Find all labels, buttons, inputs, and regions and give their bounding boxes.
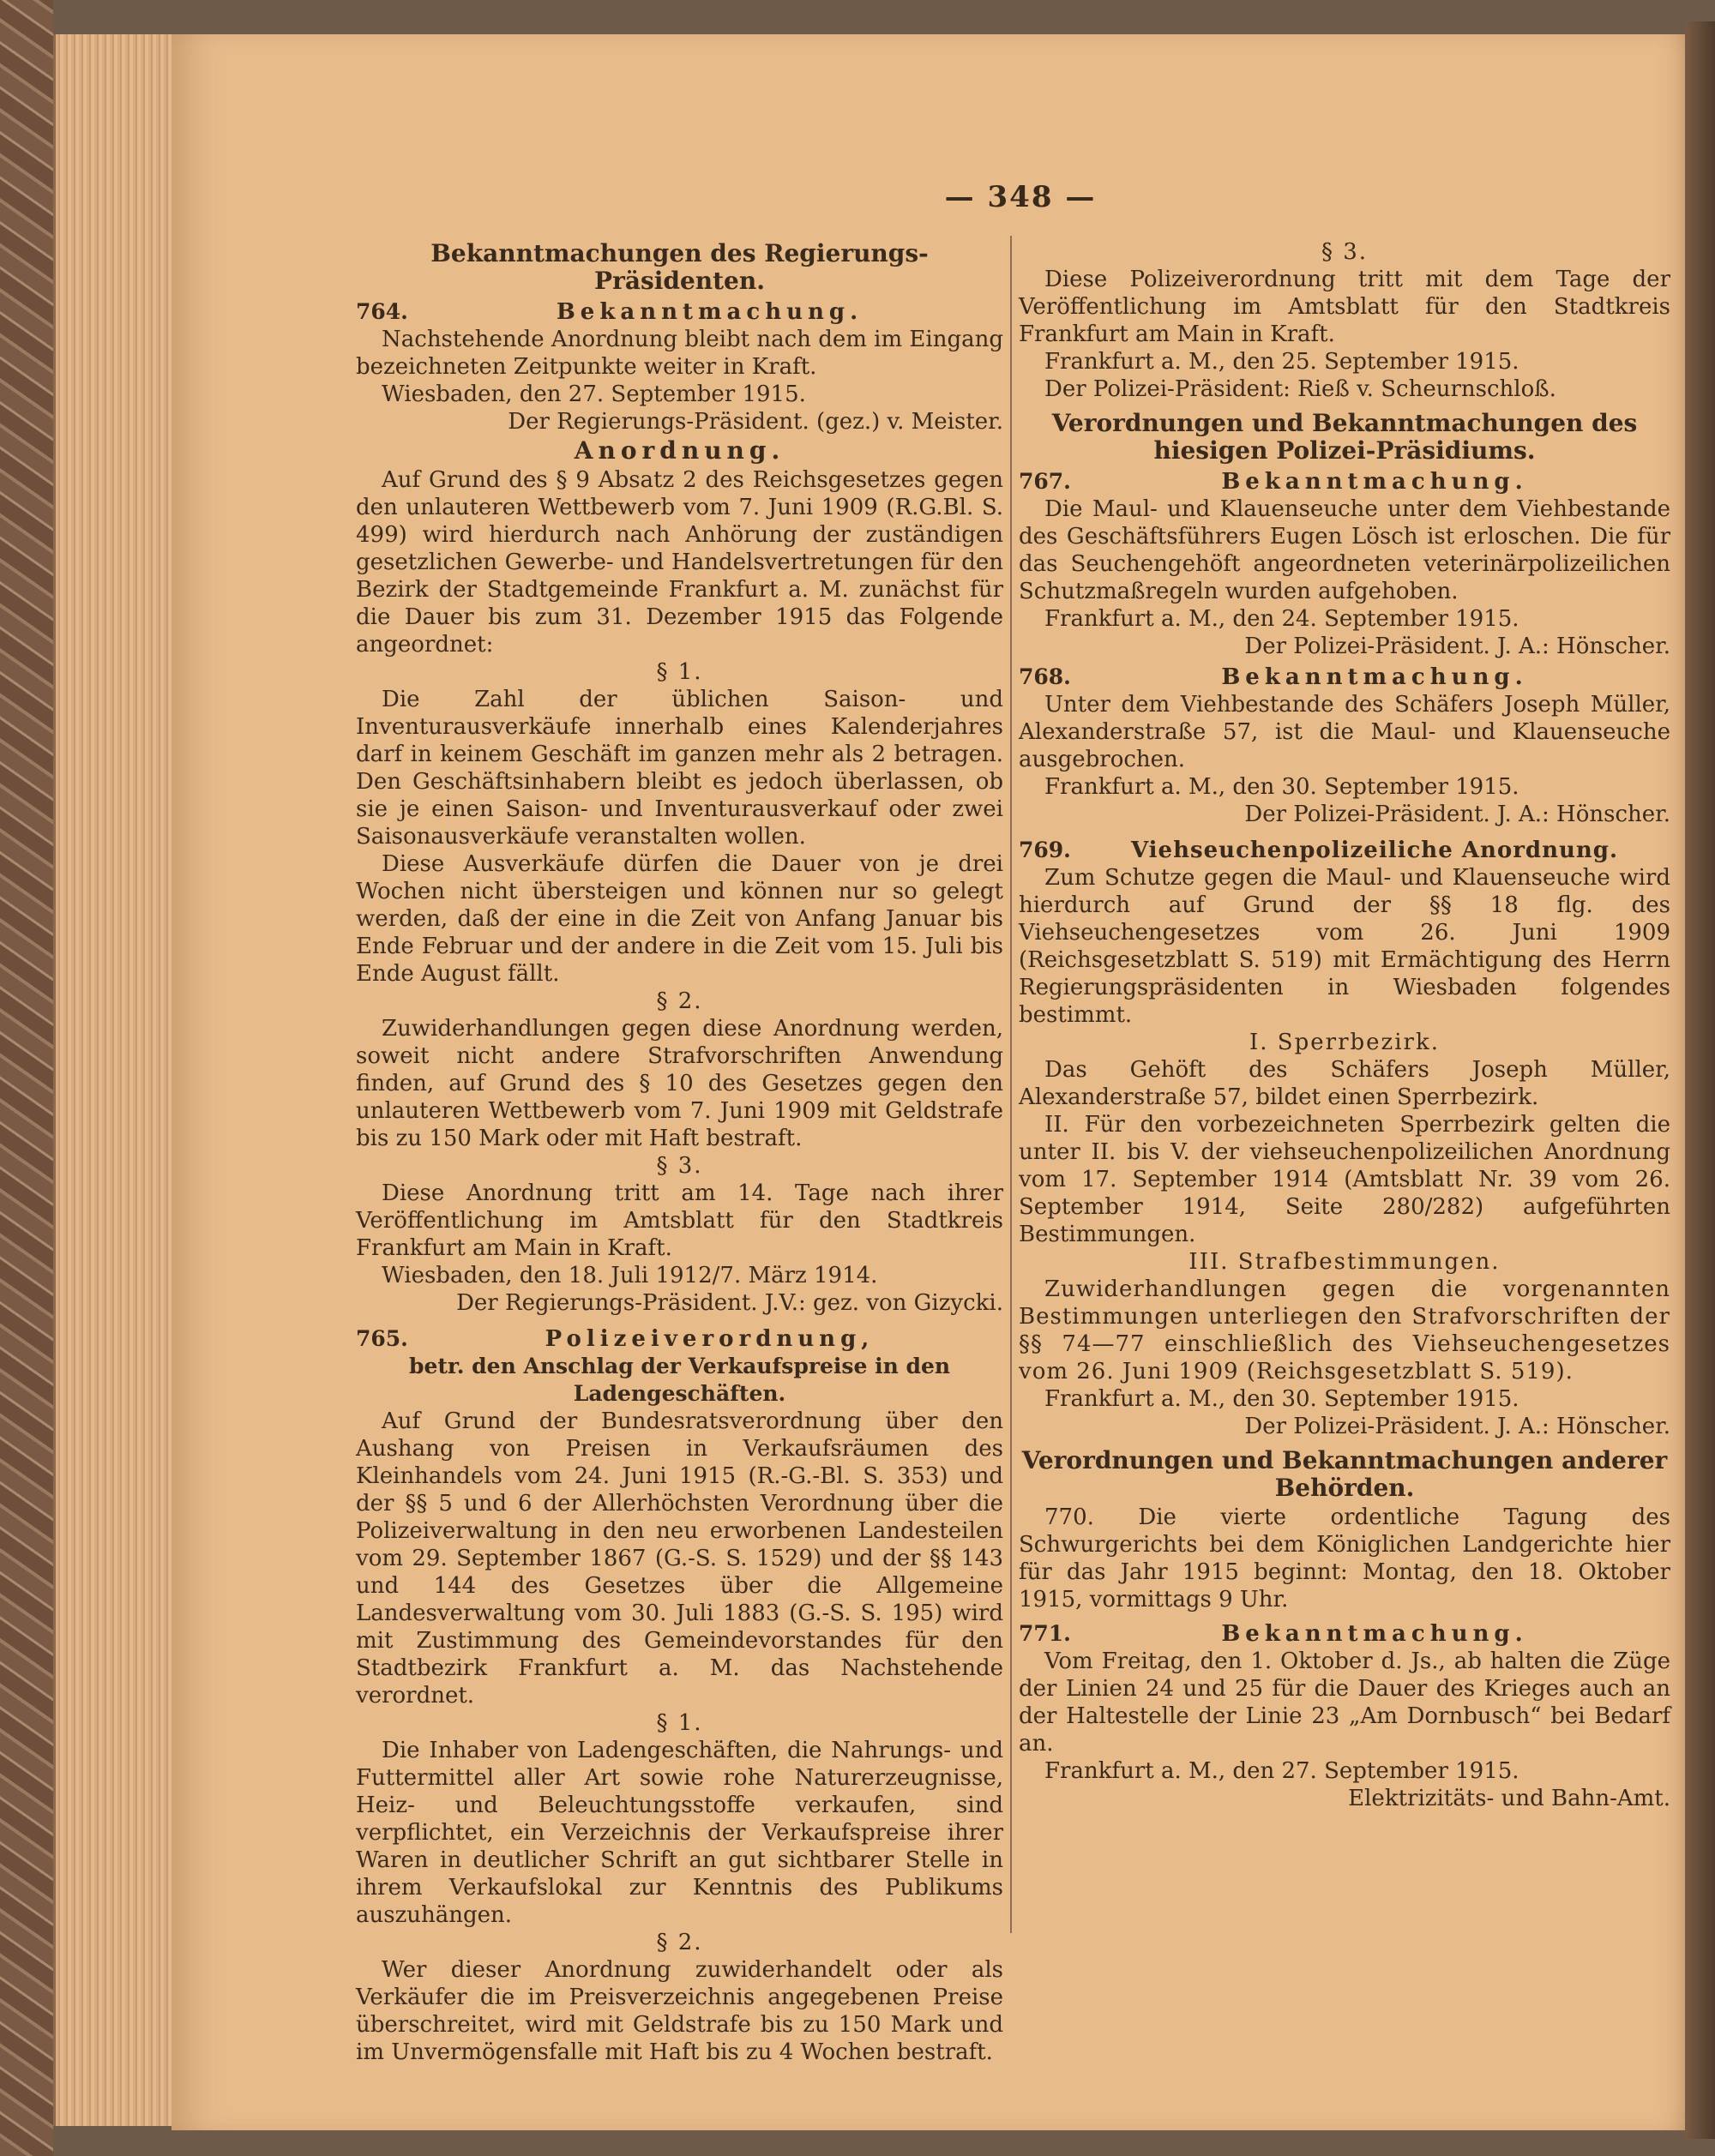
paragraph: Unter dem Viehbestande des Schäfers Joseph Müller, Alexanderstraße 57, ist die Maul- und Klauenseuche ausgebrochen. bbox=[1019, 692, 1670, 772]
page-stack-edge bbox=[53, 34, 176, 2126]
right-column bbox=[1019, 238, 1670, 1812]
paragraph: Diese Anordnung tritt am 14. Tage nach ihrer Veröffentlichung im Amtsblatt für den Stadtkreis Frankfurt am Main in Kraft. bbox=[356, 1180, 1003, 1261]
entry-number: 769. bbox=[1019, 838, 1071, 862]
signature-line: Der Polizei-Präsident: Rieß v. Scheurnschloß. bbox=[1044, 376, 1556, 402]
entry-765-header bbox=[356, 1325, 1003, 1353]
paragraph: Diese Polizeiverordnung tritt mit dem Tage der Veröffentlichung im Amtsblatt für den Stadtkreis Frankfurt am Main in Kraft. bbox=[1019, 267, 1670, 347]
entry-title: Polizeiverordnung, bbox=[545, 1326, 875, 1352]
entry-title: Bekanntmachung. bbox=[1221, 1621, 1528, 1647]
subheading: III. Strafbestimmungen. bbox=[1188, 1249, 1501, 1275]
entry-number: 765. bbox=[356, 1326, 408, 1351]
date-line: Wiesbaden, den 18. Juli 1912/7. März 1914. bbox=[382, 1263, 878, 1288]
paragraph: Wer dieser Anordnung zuwiderhandelt oder als Verkäufer die im Preisverzeichnis angegebenen Preise überschreitet, wird mit Geldstrafe bis zu 150 Mark und im Unvermögensfalle mit Haft bis zu 4 Wochen bestraft. bbox=[356, 1957, 1003, 2065]
paragraph: II. Für den vorbezeichneten Sperrbezirk gelten die unter II. bis V. der viehseuchenpolizeilichen Anordnung vom 17. September 1914 (Amtsblatt Nr. 39 vom 26. September 1914, Seite 280/282) aufgeführten Bestimmungen. bbox=[1019, 1112, 1670, 1247]
date-line: Frankfurt a. M., den 30. September 1915. bbox=[1044, 1386, 1519, 1412]
entry-number: 764. bbox=[356, 299, 408, 324]
signature-line: Der Polizei-Präsident. J. A.: Hönscher. bbox=[1244, 1414, 1670, 1439]
paragraph: Zuwiderhandlungen gegen diese Anordnung werden, soweit nicht andere Strafvorschriften Anwendung finden, auf Grund des § 10 des Gesetzes gegen den unlauteren Wettbewerb vom 7. Juni 1909 mit Geldstrafe bis zu 150 Mark oder mit Haft bestraft. bbox=[356, 1016, 1003, 1151]
anordnung-heading: Anordnung. bbox=[574, 436, 785, 465]
entry-769-header bbox=[1019, 837, 1670, 864]
paragraph: Auf Grund des § 9 Absatz 2 des Reichsgesetzes gegen den unlauteren Wettbewerb vom 7. Juni 1909 (R.G.Bl. S. 499) wird hierdurch nach Anhörung der zuständigen gesetzlichen Gewerbe- und Handelsvertretungen für den Bezirk der Stadtgemeinde Frankfurt a. M. zunächst für die Dauer bis zum 31. Dezember 1915 das Folgende angeordnet: bbox=[356, 467, 1003, 658]
signature-line: Der Regierungs-Präsident. J.V.: gez. von Gizycki. bbox=[456, 1290, 1003, 1316]
column-divider bbox=[1010, 236, 1012, 1933]
entry-771-header bbox=[1019, 1620, 1670, 1648]
entry-title: Viehseuchenpolizeiliche Anordnung. bbox=[1130, 838, 1619, 863]
section-title-regierung: Bekanntmachungen des Regierungs-Präsidenten. bbox=[430, 239, 929, 295]
paragraph: Nachstehende Anordnung bleibt nach dem im Eingang bezeichneten Zeitpunkte weiter in Kraft. bbox=[356, 327, 1003, 380]
signature-line: Der Polizei-Präsident. J. A.: Hönscher. bbox=[1244, 634, 1670, 659]
paragraph: 770. Die vierte ordentliche Tagung des Schwurgerichts bei dem Königlichen Landgerichte hier für das Jahr 1915 beginnt: Montag, den 18. Oktober 1915, vormittags 9 Uhr. bbox=[1019, 1504, 1670, 1612]
paragraph: Vom Freitag, den 1. Oktober d. Js., ab halten die Züge der Linien 24 und 25 für die Dauer des Krieges auch an der Haltestelle der Linie 23 „Am Dornbusch“ bei Bedarf an. bbox=[1019, 1649, 1670, 1757]
paragraph-marker: § 1. bbox=[656, 1710, 703, 1736]
date-line: Frankfurt a. M., den 27. September 1915. bbox=[1044, 1758, 1519, 1784]
paragraph: Die Maul- und Klauenseuche unter dem Viehbestande des Geschäftsführers Eugen Lösch ist erloschen. Die für das Seuchengehöft angeordneten veterinärpolizeilichen Schutzmaßregeln wurden aufgehoben. bbox=[1019, 496, 1670, 604]
paragraph-marker: § 2. bbox=[656, 988, 703, 1014]
date-line: Frankfurt a. M., den 24. September 1915. bbox=[1044, 606, 1519, 632]
paragraph: Das Gehöft des Schäfers Joseph Müller, Alexanderstraße 57, bildet einen Sperrbezirk. bbox=[1019, 1057, 1670, 1110]
section-title-polizei: Verordnungen und Bekanntmachungen des hiesigen Polizei-Präsidiums. bbox=[1051, 409, 1638, 465]
entry-number: 771. bbox=[1019, 1621, 1071, 1646]
book-binding bbox=[0, 0, 53, 2156]
entry-title: Bekanntmachung. bbox=[1221, 664, 1528, 690]
date-line: Wiesbaden, den 27. September 1915. bbox=[382, 381, 806, 407]
section-title-behoerden: Verordnungen und Bekanntmachungen anderer Behörden. bbox=[1021, 1446, 1668, 1502]
entry-number: 767. bbox=[1019, 469, 1071, 494]
paragraph: Zum Schutze gegen die Maul- und Klauenseuche wird hierdurch auf Grund der §§ 18 flg. des Viehseuchengesetzes vom 26. Juni 1909 (Reichsgesetzblatt S. 519) mit Ermächtigung des Herrn Regierungspräsidenten in Wiesbaden folgendes bestimmt. bbox=[1019, 865, 1670, 1028]
right-cover-edge bbox=[1685, 21, 1715, 2139]
entry-subtitle: betr. den Anschlag der Verkaufspreise in den Ladengeschäften. bbox=[408, 1354, 951, 1406]
entry-title: Bekanntmachung. bbox=[556, 299, 864, 325]
entry-767-header bbox=[1019, 468, 1670, 495]
entry-title: Bekanntmachung. bbox=[1221, 469, 1528, 495]
paragraph: Die Inhaber von Ladengeschäften, die Nahrungs- und Futtermittel aller Art sowie rohe Naturerzeugnisse, Heiz- und Beleuchtungsstoffe verkaufen, sind verpflichtet, ein Verzeichnis der Verkaufspreise ihrer Waren in deutlicher Schrift an gut sichtbarer Stelle in ihrem Verkaufslokal zur Kenntnis des Publikums auszuhängen. bbox=[356, 1738, 1003, 1928]
page-number: — 348 — bbox=[944, 180, 1097, 214]
date-line: Frankfurt a. M., den 25. September 1915. bbox=[1044, 349, 1519, 375]
paragraph-marker: § 2. bbox=[656, 1930, 703, 1955]
paragraph: Zuwiderhandlungen gegen die vorgenannten Bestimmungen unterliegen den Strafvorschriften der §§ 74—77 einschließlich des Viehseuchengesetzes vom 26. Juni 1909 (Reichsgesetzblatt S. 519). bbox=[1019, 1276, 1670, 1384]
paragraph: Die Zahl der üblichen Saison- und Inventurausverkäufe innerhalb eines Kalenderjahres darf in keinem Geschäft im ganzen mehr als 2 betragen. Den Geschäftsinhabern bleibt es jedoch überlassen, ob sie je einen Saison- und Inventurausverkauf oder zwei Saisonausverkäufe veranstalten wollen. bbox=[356, 687, 1003, 850]
left-column bbox=[356, 238, 1003, 2066]
paragraph: Diese Ausverkäufe dürfen die Dauer von je drei Wochen nicht übersteigen und können nur so gelegt werden, daß der eine in die Zeit von Anfang Januar bis Ende Februar und der andere in die Zeit vom 15. Juli bis Ende August fällt. bbox=[356, 851, 1003, 987]
date-line: Frankfurt a. M., den 30. September 1915. bbox=[1044, 774, 1519, 800]
paragraph: Auf Grund der Bundesratsverordnung über den Aushang von Preisen in Verkaufsräumen des Kleinhandels vom 24. Juni 1915 (R.-G.-Bl. S. 353) und der §§ 5 und 6 der Allerhöchsten Verordnung über die Polizeiverwaltung in den neu erworbenen Landesteilen vom 29. September 1867 (G.-S. S. 1529) und der §§ 143 und 144 des Gesetzes über die Allgemeine Landesverwaltung vom 30. Juli 1883 (G.-S. S. 195) wird mit Zustimmung des Gemeindevorstandes für den Stadtbezirk Frankfurt a. M. das Nachstehende verordnet. bbox=[356, 1408, 1003, 1709]
paragraph-marker: § 3. bbox=[1321, 239, 1369, 265]
entry-768-header bbox=[1019, 664, 1670, 691]
entry-number: 768. bbox=[1019, 664, 1071, 689]
signature-line: Der Polizei-Präsident. J. A.: Hönscher. bbox=[1244, 802, 1670, 827]
entry-764-header bbox=[356, 298, 1003, 326]
paragraph-marker: § 3. bbox=[656, 1153, 703, 1179]
subheading: I. Sperrbezirk. bbox=[1249, 1030, 1440, 1055]
paragraph-marker: § 1. bbox=[656, 659, 703, 685]
signature-line: Der Regierungs-Präsident. (gez.) v. Meister. bbox=[508, 409, 1003, 435]
signature-line: Elektrizitäts- und Bahn-Amt. bbox=[1348, 1786, 1670, 1811]
